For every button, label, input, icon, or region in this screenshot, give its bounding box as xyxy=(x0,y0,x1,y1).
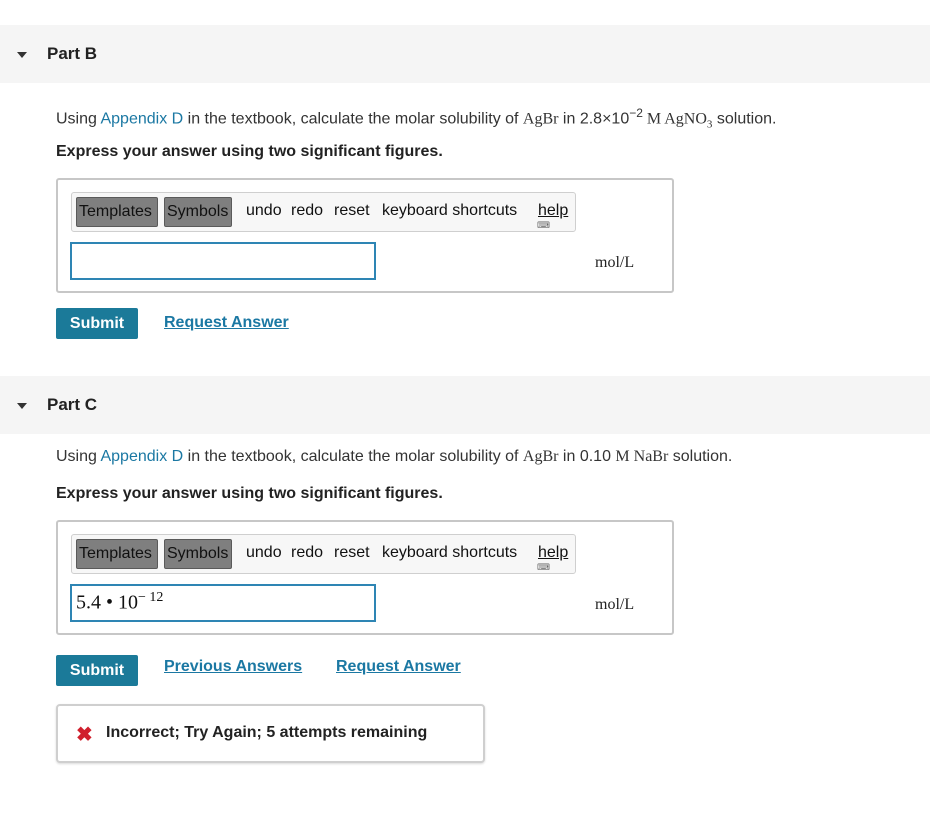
reset-button[interactable]: reset xyxy=(334,544,370,561)
compound: AgBr xyxy=(522,110,559,128)
help-button[interactable]: help xyxy=(538,202,569,219)
symbols-button[interactable]: Symbols xyxy=(164,539,232,569)
caret-down-icon[interactable] xyxy=(17,52,27,58)
feedback-message: Incorrect; Try Again; 5 attempts remaining xyxy=(106,724,428,741)
unit-label: mol/L xyxy=(595,254,635,271)
keyboard-shortcuts-button[interactable]: keyboard shortcuts xyxy=(382,544,518,561)
previous-answers-link[interactable]: Previous Answers xyxy=(164,658,303,675)
templates-button[interactable]: Templates xyxy=(76,539,158,569)
undo-button[interactable]: undo xyxy=(246,544,282,561)
error-x-icon: ✖ xyxy=(76,724,93,746)
math-toolbar xyxy=(71,192,576,232)
feedback-box xyxy=(56,704,485,763)
caret-down-icon[interactable] xyxy=(17,403,27,409)
question-text: Using Appendix D in the textbook, calculate the molar solubility of AgBr in 0.10 M NaBr solution. xyxy=(56,448,733,465)
answer-input[interactable]: 5.4 • $10^{- 12}$ xyxy=(70,584,376,622)
question-text: Using Appendix D in the textbook, calculate the molar solubility of AgBr in $2.8\times 10^{-2}$ M AgNO$_3$ solution. xyxy=(56,106,777,131)
instruction-text: Express your answer using two significant figures. xyxy=(56,485,443,502)
answer-box xyxy=(56,178,674,293)
request-answer-link[interactable]: Request Answer xyxy=(336,658,461,675)
symbols-button[interactable]: Symbols xyxy=(164,197,232,227)
compound: AgBr xyxy=(522,448,559,465)
part-c-header[interactable] xyxy=(0,376,930,434)
help-button[interactable]: help xyxy=(538,544,569,561)
part-title: Part C xyxy=(47,395,98,414)
templates-button[interactable]: Templates xyxy=(76,197,158,227)
answer-box xyxy=(56,520,674,635)
redo-button[interactable]: redo xyxy=(291,544,324,561)
part-title: Part B xyxy=(47,44,98,63)
unit-label: mol/L xyxy=(595,596,635,613)
submit-button[interactable]: Submit xyxy=(56,308,138,339)
instruction-text: Express your answer using two significant figures. xyxy=(56,143,443,160)
keyboard-icon: ⌨ xyxy=(537,562,550,572)
part-b-header[interactable] xyxy=(0,25,930,83)
redo-button[interactable]: redo xyxy=(291,202,324,219)
appendix-link[interactable]: Appendix D xyxy=(100,448,184,465)
submit-button[interactable]: Submit xyxy=(56,655,138,686)
keyboard-shortcuts-button[interactable]: keyboard shortcuts xyxy=(382,202,518,219)
appendix-link[interactable]: Appendix D xyxy=(100,110,184,128)
answer-input[interactable] xyxy=(70,242,376,280)
request-answer-link[interactable]: Request Answer xyxy=(164,314,289,331)
reset-button[interactable]: reset xyxy=(334,202,370,219)
math-toolbar xyxy=(71,534,576,574)
keyboard-icon: ⌨ xyxy=(537,220,550,230)
undo-button[interactable]: undo xyxy=(246,202,282,219)
